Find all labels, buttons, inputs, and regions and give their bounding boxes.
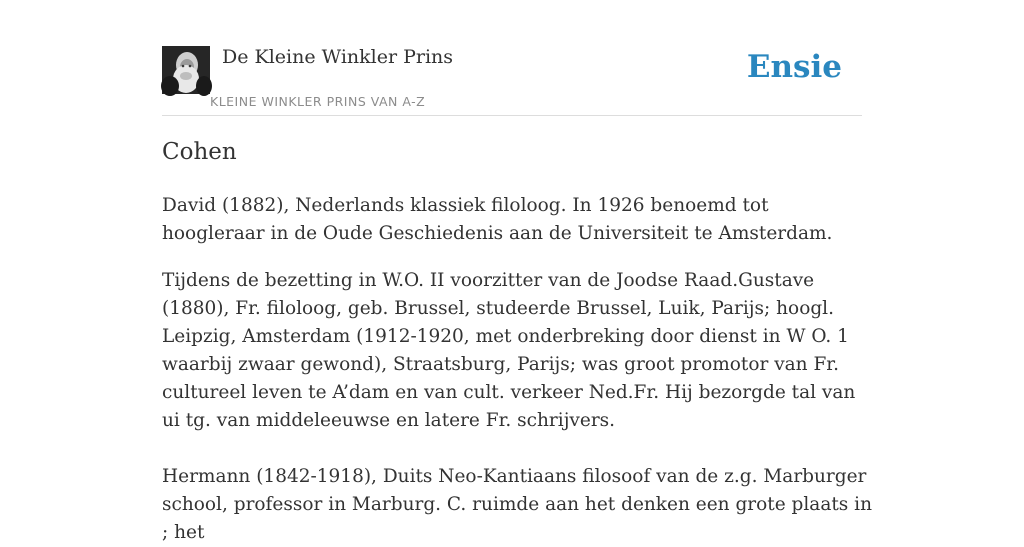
entry-paragraph: Tijdens de bezetting in W.O. II voorzitter van de Joodse Raad.Gustave (1880), Fr. filoloog, geb. Brussel, studeerde Brussel, Luik, Parijs; hoogl. Leipzig, Amsterdam (1912-1920, met onderbreking door dienst in W O. 1 waarbij zwaar gewond), Straatsburg, Parijs; was groot promotor van Fr. cultureel leven te A’dam en van cult. verkeer Ned.Fr. Hij bezorgde tal van ui tg. van middeleeuwse en latere Fr. schrijvers.: [162, 270, 856, 431]
source-title[interactable]: De Kleine Winkler Prins: [222, 46, 454, 68]
header: [162, 40, 862, 116]
entry-title: Cohen: [162, 139, 237, 165]
entry-paragraph: David (1882), Nederlands klassiek filoloog. In 1926 benoemd tot hoogleraar in de Oude Geschiedenis aan de Universiteit te Amsterdam.: [162, 195, 833, 244]
portrait-image: [162, 46, 210, 94]
avatar[interactable]: [162, 46, 210, 94]
brand-logo[interactable]: Ensie: [746, 49, 842, 85]
entry-paragraph: Hermann (1842-1918), Duits Neo-Kantiaans filosoof van de z.g. Marburger school, professor in Marburg. C. ruimde aan het denken een grote plaats in ; het: [162, 466, 873, 543]
entry-body: [162, 192, 872, 547]
source-subtitle[interactable]: KLEINE WINKLER PRINS VAN A-Z: [210, 94, 426, 109]
